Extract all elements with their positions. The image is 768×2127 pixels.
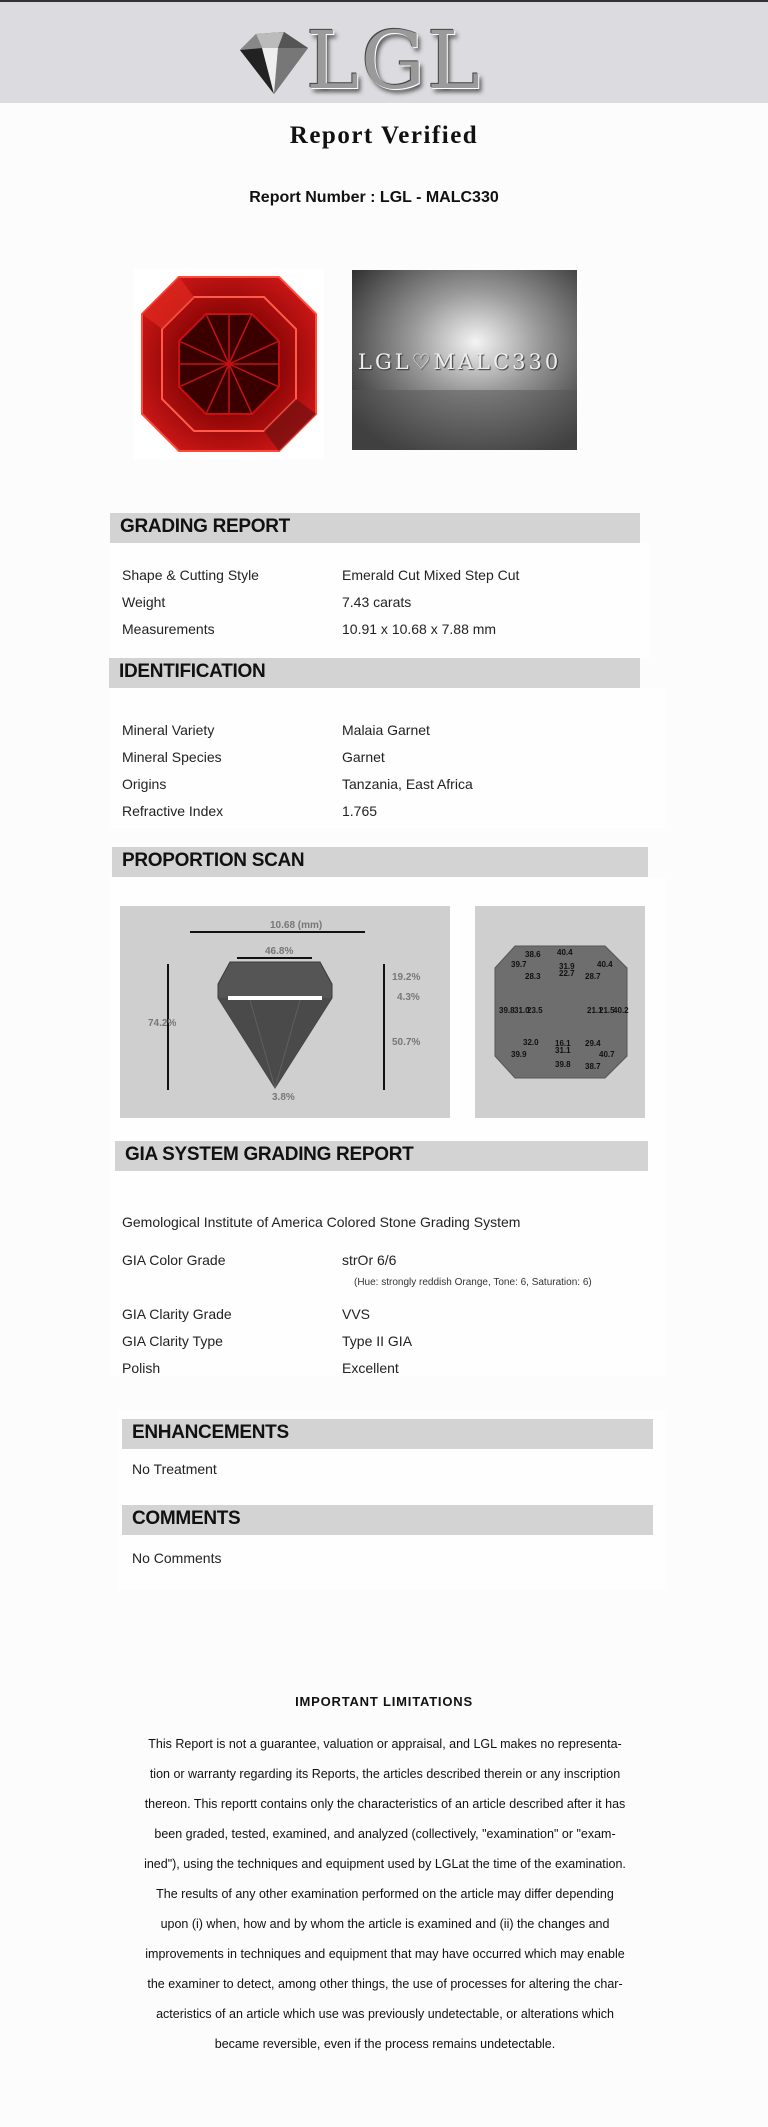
proportion-crown: 19.2% — [392, 972, 421, 983]
limitations-line: been graded, tested, examined, and analyzed (collectively, "examination" or "exam- — [154, 1827, 616, 1841]
identification-header — [109, 658, 640, 688]
proportion-scan-header — [112, 847, 648, 877]
top-label: 28.3 — [525, 972, 541, 981]
comments-heading: COMMENTS — [132, 1508, 241, 1529]
enhancements-heading: ENHANCEMENTS — [132, 1422, 289, 1443]
gia-intro: Gemological Institute of America Colored Stone Grading System — [122, 1214, 521, 1230]
top-label: 31.9 — [559, 962, 575, 971]
limitations-line: the examiner to detect, among other things, the use of processes for altering the char- — [147, 1977, 623, 1991]
grading-report-heading: GRADING REPORT — [120, 516, 290, 537]
limitations-line: The results of any other examination performed on the article may differ depending — [156, 1887, 614, 1901]
top-label: 16.1 — [555, 1039, 571, 1048]
header-banner — [0, 2, 768, 107]
limitations-line: ined"), using the techniques and equipment used by LGLat the time of the examination. — [144, 1857, 626, 1871]
identification-heading: IDENTIFICATION — [119, 661, 266, 682]
grading-value-measurements: 10.91 x 10.68 x 7.88 mm — [342, 621, 497, 637]
grading-label-shape: Shape & Cutting Style — [122, 567, 259, 583]
limitations-heading: IMPORTANT LIMITATIONS — [295, 1694, 473, 1709]
top-label: 40.2 — [613, 1006, 629, 1015]
grading-label-measurements: Measurements — [122, 621, 215, 637]
limitations-line: improvements in techniques and equipment that may have occurred which may enable — [145, 1947, 625, 1961]
identification-label-ri: Refractive Index — [122, 803, 224, 819]
grading-value-weight: 7.43 carats — [342, 594, 412, 610]
limitations-line: became reversible, even if the process remains undetectable. — [214, 2037, 556, 2051]
enhancements-header — [122, 1419, 653, 1449]
gia-heading: GIA SYSTEM GRADING REPORT — [125, 1144, 414, 1165]
limitations-line: tion or warranty regarding its Reports, the articles described therein or any inscription — [149, 1767, 621, 1781]
top-label: 21.1 — [587, 1006, 603, 1015]
gia-clarity-type-value: Type II GIA — [342, 1333, 413, 1349]
top-label: 31.0 — [514, 1006, 530, 1015]
proportion-side-view — [120, 906, 450, 1118]
diamond-icon — [234, 28, 314, 98]
identification-label-variety: Mineral Variety — [122, 722, 215, 738]
identification-value-origins: Tanzania, East Africa — [342, 776, 473, 792]
gia-polish-value: Excellent — [342, 1360, 399, 1376]
proportion-scan-heading: PROPORTION SCAN — [122, 850, 305, 871]
proportion-pavilion: 50.7% — [392, 1037, 421, 1048]
top-label: 40.4 — [597, 960, 613, 969]
comments-text: No Comments — [132, 1550, 222, 1566]
limitations-line: This Report is not a guarantee, valuation or appraisal, and LGL makes no representa- — [148, 1737, 622, 1751]
proportion-width-label: 10.68 (mm) — [270, 920, 323, 931]
comments-header — [122, 1505, 653, 1535]
top-label: 28.7 — [585, 972, 601, 981]
gia-color-value: strOr 6/6 — [342, 1252, 397, 1268]
top-label: 38.7 — [585, 1062, 601, 1071]
proportion-total-depth: 74.2% — [148, 1018, 177, 1029]
top-label: 39.9 — [511, 1050, 527, 1059]
limitations-line: upon (i) when, how and by whom the article is examined and (ii) the changes and — [160, 1917, 610, 1931]
top-label: 29.4 — [585, 1039, 601, 1048]
top-label: 21.5 — [599, 1006, 615, 1015]
top-label: 40.7 — [599, 1050, 615, 1059]
top-label: 22.7 — [559, 969, 575, 978]
grading-value-shape: Emerald Cut Mixed Step Cut — [342, 567, 520, 583]
lgl-logo[interactable] — [234, 14, 494, 107]
identification-value-variety: Malaia Garnet — [342, 722, 430, 738]
gia-polish-label: Polish — [122, 1360, 161, 1376]
gia-clarity-type-label: GIA Clarity Type — [122, 1333, 223, 1349]
gia-header — [115, 1141, 648, 1171]
gia-clarity-grade-label: GIA Clarity Grade — [122, 1306, 232, 1322]
gia-color-label: GIA Color Grade — [122, 1252, 226, 1268]
proportion-table-pct: 46.8% — [265, 946, 294, 957]
limitations-line: thereon. This reportt contains only the characteristics of an article described after it has — [144, 1797, 626, 1811]
grading-label-weight: Weight — [122, 594, 166, 610]
inscription-photo — [352, 270, 577, 450]
page-title: Report Verified — [289, 122, 479, 149]
limitations-line: acteristics of an article which use was previously undetectable, or alterations which — [156, 2007, 614, 2021]
proportion-culet: 3.8% — [272, 1092, 295, 1103]
identification-value-species: Garnet — [342, 749, 385, 765]
top-label: 39.7 — [511, 960, 527, 969]
identification-value-ri: 1.765 — [342, 803, 378, 819]
proportion-top-view — [475, 906, 645, 1118]
gemstone-photo — [134, 269, 324, 459]
top-label: 23.5 — [527, 1006, 543, 1015]
gia-clarity-grade-value: VVS — [342, 1306, 371, 1322]
top-label: 39.8 — [499, 1006, 515, 1015]
inscription-text: LGL♡MALC330 — [358, 350, 562, 374]
identification-label-origins: Origins — [122, 776, 167, 792]
enhancements-text: No Treatment — [132, 1461, 217, 1477]
top-label: 39.8 — [555, 1060, 571, 1069]
logo-text: LGL — [306, 14, 483, 107]
report-number: Report Number : LGL - MALC330 — [249, 189, 499, 206]
identification-label-species: Mineral Species — [122, 749, 222, 765]
proportion-girdle: 4.3% — [397, 992, 420, 1003]
top-label: 40.4 — [557, 948, 573, 957]
top-label: 32.0 — [523, 1038, 539, 1047]
grading-report-header — [110, 513, 640, 543]
top-label: 31.1 — [555, 1046, 571, 1055]
top-label: 38.6 — [525, 950, 541, 959]
gia-color-note: (Hue: strongly reddish Orange, Tone: 6, Saturation: 6) — [354, 1277, 592, 1288]
